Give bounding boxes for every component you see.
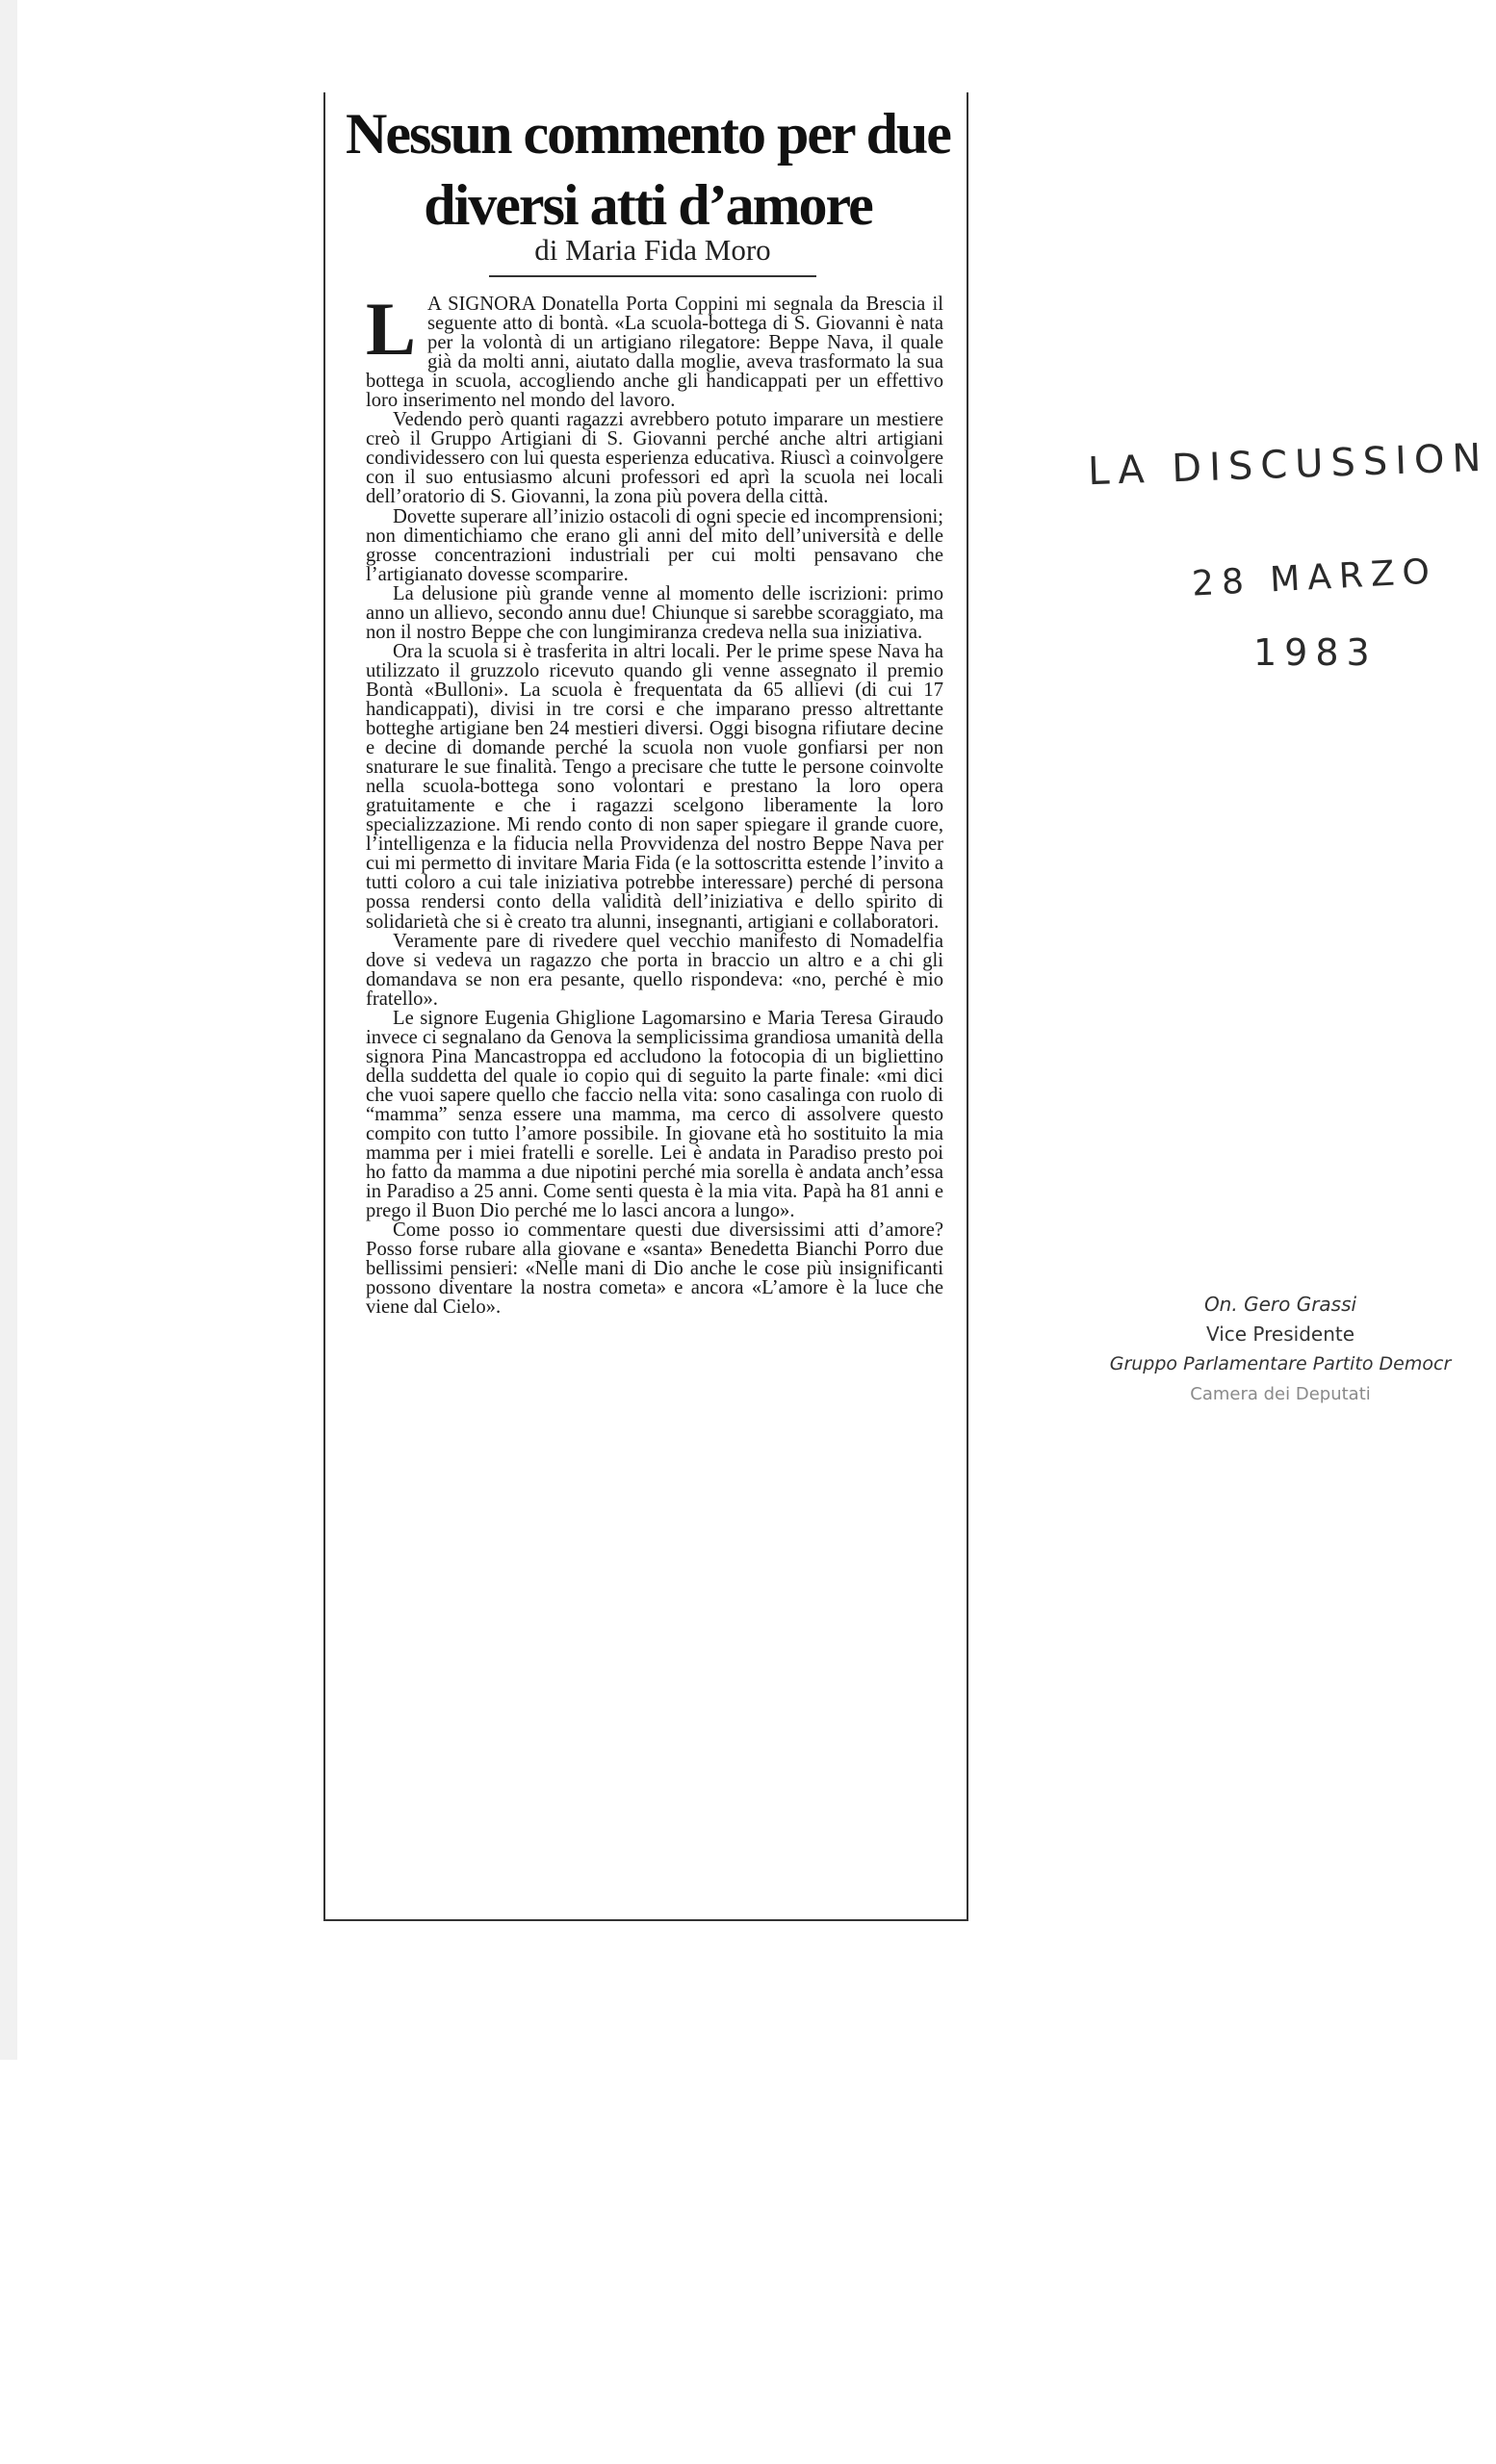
article-paragraph: Ora la scuola si è trasferita in altri locali. Per le prime spese Nava ha utilizzato il gruzzolo ricevuto quando gli venne assegnato il premio Bontà «Bulloni». La scuola è frequentata da 65 allievi (di cui 17 handicappati), divisi in tre corsi e che imparano presso altrettante botteghe artigiane ben 24 mestieri diversi. Oggi bisogna rifiutare decine e decine di domande perché la scuola non vuole gonfiarsi per non snaturare le sue finalità. Tengo a precisare che tutte le persone coinvolte nella scuola-bottega sono volontari e prestano la loro opera gratuitamente e che i ragazzi scelgono liberamente la loro specializzazione. Mi rendo conto di non saper spiegare il grande cuore, l’intelligenza e la fiducia nella Provvidenza del nostro Beppe Nava per cui mi permetto di invitare Maria Fida (e la sottoscritta estende l’invito a tutti coloro a cui tale iniziativa potrebbe interessare) perché di persona possa rendersi conto della validità dell’iniziativa e dello spirito di solidarietà che si è creato tra alunni, insegnanti, artigiani e collaboratori. — [366, 640, 943, 933]
article-paragraph: Dovette superare all’inizio ostacoli di ogni specie ed incomprensioni; non dimentichiamo che erano gli anni del mito dell’università e delle grosse concentrazioni industriali per cui molti pensavano che l’artigianato dovesse scomparire. — [366, 505, 943, 585]
headline: Nessun commento per due diversi atti d’amore — [346, 102, 950, 237]
article-paragraph: Vedendo però quanti ragazzi avrebbero potuto imparare un mestiere creò il Gruppo Artigiani di S. Giovanni perché anche altri artigiani condividessero con lui questa esperienza educativa. Riuscì a coinvolgere con il suo entusiasmo alcuni professori ed aprì la scuola nei locali dell’oratorio di S. Giovanni, la zona più povera della città. — [366, 409, 943, 508]
article-paragraph: Come posso io commentare questi due diversissimi atti d’amore? Posso forse rubare alla giovane e «santa» Benedetta Bianchi Porro due bellissimi pensieri: «Nelle mani di Dio anche le cose più insignificanti possono diventare la nostra cometa» e ancora «L’amore è la luce che viene dal Cielo». — [366, 1219, 943, 1319]
article-body — [366, 287, 943, 1319]
byline: di Maria Fida Moro — [534, 233, 771, 267]
stamp-role: Vice Presidente — [1205, 1322, 1355, 1346]
handwritten-year: 1983 — [1253, 631, 1378, 674]
scan-edge — [0, 0, 17, 2060]
stamp-group: Gruppo Parlamentare Partito Democr — [1109, 1353, 1452, 1374]
stamp-name: On. Gero Grassi — [1203, 1293, 1357, 1316]
stamp-chamber: Camera dei Deputati — [1190, 1384, 1371, 1404]
article-paragraph: L A SIGNORA Donatella Porta Coppini mi segnala da Brescia il seguente atto di bontà. «La scuola-bottega di S. Giovanni è nata per la volontà di un artigiano rilegatore: Beppe Nava, il quale già da molti anni, aiutato dalla moglie, aveva trasformato la sua bottega in scuola, accogliendo anche gli handicappati per un effettivo loro inserimento nel mondo del lavoro. — [366, 287, 943, 412]
drop-cap: L — [366, 287, 417, 371]
article-paragraph: Veramente pare di rivedere quel vecchio manifesto di Nomadelfia dove si vedeva un ragazzo che porta in braccio un altro e a chi gli domandava se non era pesante, quello rispondeva: «no, perché è mio fratello». — [366, 930, 943, 1010]
office-stamp — [1097, 1290, 1463, 1409]
article-paragraph: La delusione più grande venne al momento delle iscrizioni: primo anno un allievo, secondo annu due! Chiunque si sarebbe scoraggiato, ma non il nostro Beppe che con lungimiranza credeva nella sua iniziativa. — [366, 582, 943, 643]
article-paragraph: Le signore Eugenia Ghiglione Lagomarsino e Maria Teresa Giraudo invece ci segnalano da Genova la semplicissima grandiosa umanità della signora Pina Mancastroppa ed accludono la fotocopia di un bigliettino della suddetta del quale io copio qui di seguito la parte finale: «mi dici che vuoi sapere quello che faccio nella vita: sono casalinga con ruolo di “mamma” senza essere una mamma, ma cerco di assolvere questo compito con tutto l’amore possibile. In giovane età ho sostituito la mia mamma per i miei fratelli e sorelle. Lei è andata in Paradiso presto poi ho fatto da mamma a due nipotini perché mia sorella è andata anch’essa in Paradiso a 25 anni. Come senti questa è la mia vita. Papà ha 81 anni e prego il Buon Dio perché me lo lasci ancora a lungo». — [366, 1007, 943, 1222]
newspaper-clipping — [323, 92, 968, 1921]
handwritten-newspaper-name: LA DISCUSSION — [1087, 435, 1490, 495]
byline-rule — [489, 275, 816, 277]
handwritten-date: 28 MARZO — [1191, 552, 1438, 604]
